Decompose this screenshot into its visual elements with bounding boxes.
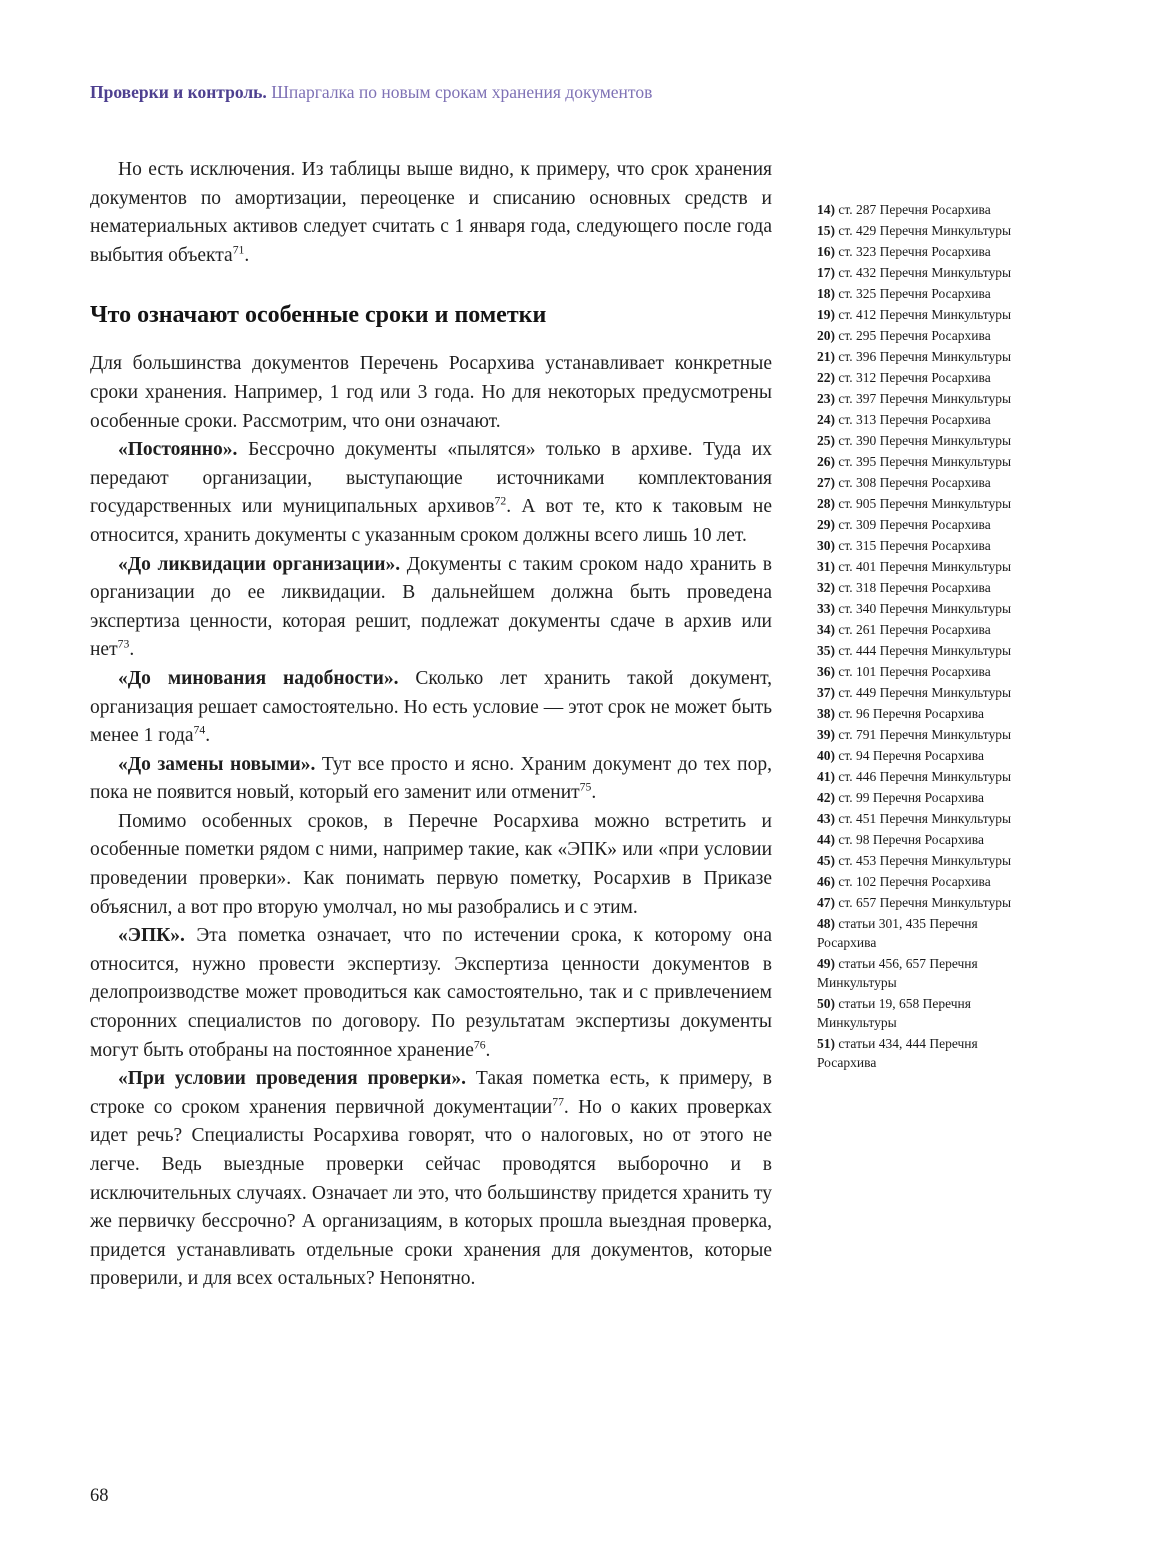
footnote-number: 28) — [817, 496, 835, 511]
footnote-text: ст. 94 Перечня Росархива — [835, 748, 984, 763]
footnote-item — [817, 725, 1025, 744]
header-rubric: Проверки и контроль. — [90, 82, 267, 102]
footnote-text: ст. 429 Перечня Минкультуры — [835, 223, 1012, 238]
footnote-text: ст. 323 Перечня Росархива — [835, 244, 991, 259]
footnote-item — [817, 305, 1025, 324]
paragraph-lead: «До минования надобности». — [118, 667, 399, 689]
footnote-text: ст. 432 Перечня Минкультуры — [835, 265, 1012, 280]
intro-paragraph-block — [90, 156, 772, 270]
footnote-number: 29) — [817, 517, 835, 532]
footnote-number: 32) — [817, 580, 835, 595]
footnote-item — [817, 683, 1025, 702]
footnote-ref: 73 — [117, 637, 130, 651]
footnote-item — [817, 473, 1025, 492]
footnote-item — [817, 557, 1025, 576]
footnote-text: ст. 99 Перечня Росархива — [835, 790, 984, 805]
footnote-item — [817, 830, 1025, 849]
footnote-ref: 75 — [579, 780, 592, 794]
paragraph-lead: «Постоянно». — [118, 439, 238, 461]
footnote-item — [817, 431, 1025, 450]
paragraph-text: Тут все просто и ясно. Храним документ до тех пор, пока не появится новый, который его заменит или отменит — [90, 753, 772, 804]
footnote-item — [817, 452, 1025, 471]
footnote-item — [817, 809, 1025, 828]
footnote-item — [817, 284, 1025, 303]
footnote-text: ст. 313 Перечня Росархива — [835, 412, 991, 427]
footnotes-list — [817, 200, 1025, 1072]
footnote-text: ст. 315 Перечня Росархива — [835, 538, 991, 553]
footnote-text: ст. 96 Перечня Росархива — [835, 706, 984, 721]
footnote-number: 48) — [817, 916, 835, 931]
page-number: 68 — [90, 1486, 109, 1506]
footnote-ref: 76 — [473, 1038, 486, 1052]
paragraph-lead: «До ликвидации организации». — [118, 553, 401, 575]
footnote-number: 22) — [817, 370, 835, 385]
footnote-ref: 74 — [193, 723, 206, 737]
header-article-title: Шпаргалка по новым срокам хранения документов — [266, 82, 653, 102]
footnote-text: ст. 340 Перечня Минкультуры — [835, 601, 1012, 616]
footnote-item — [817, 242, 1025, 261]
footnote-text: ст. 325 Перечня Росархива — [835, 286, 991, 301]
footnote-text: ст. 308 Перечня Росархива — [835, 475, 991, 490]
footnote-number: 51) — [817, 1036, 835, 1051]
footnote-text: статьи 456, 657 Перечня Минкультуры — [817, 956, 978, 990]
footnote-number: 36) — [817, 664, 835, 679]
footnote-text: ст. 101 Перечня Росархива — [835, 664, 991, 679]
footnote-item — [817, 662, 1025, 681]
footnote-item — [817, 347, 1025, 366]
paragraph-text: Такая пометка есть, к примеру, в строке со сроком хранения первичной документации — [90, 1068, 772, 1118]
footnote-text: ст. 309 Перечня Росархива — [835, 517, 991, 532]
footnote-number: 25) — [817, 433, 835, 448]
footnote-number: 38) — [817, 706, 835, 721]
footnote-number: 31) — [817, 559, 835, 574]
footnote-number: 49) — [817, 956, 835, 971]
footnote-text: ст. 791 Перечня Минкультуры — [835, 727, 1012, 742]
footnote-item — [817, 389, 1025, 408]
paragraph-text: Сколько лет хранить такой документ, организация решает самостоятельно. Но есть условие — этот срок не может быть менее 1 года — [90, 667, 773, 747]
paragraph — [90, 350, 772, 436]
footnote-number: 46) — [817, 874, 835, 889]
footnote-item — [817, 221, 1025, 240]
paragraph — [90, 551, 772, 665]
footnote-text: ст. 453 Перечня Минкультуры — [835, 853, 1012, 868]
footnote-number: 18) — [817, 286, 835, 301]
paragraph — [90, 156, 772, 270]
footnote-number: 35) — [817, 643, 835, 658]
footnote-item — [817, 851, 1025, 870]
footnote-number: 30) — [817, 538, 835, 553]
footnote-text: ст. 287 Перечня Росархива — [835, 202, 991, 217]
footnote-item — [817, 954, 1025, 992]
paragraph-text: . — [485, 1039, 491, 1061]
article-body — [90, 156, 772, 1294]
footnote-text: ст. 451 Перечня Минкультуры — [835, 811, 1012, 826]
footnote-number: 33) — [817, 601, 835, 616]
paragraph — [90, 808, 772, 922]
section-paragraphs-block — [90, 350, 772, 1294]
footnote-item — [817, 599, 1025, 618]
paragraph-text: Документы с таким сроком надо хранить в организации до ее ликвидации. В дальнейшем должна быть проведена экспертиза ценности, которая решит, подлежат документы сдаче в архив или нет — [90, 553, 772, 661]
footnote-number: 42) — [817, 790, 835, 805]
footnote-item — [817, 515, 1025, 534]
footnote-ref: 77 — [552, 1095, 564, 1109]
paragraph-text: Для большинства документов Перечень Росархива устанавливает конкретные сроки хранения. Например, 1 год или 3 года. Но для некоторых предусмотрены особенные сроки. Рассмотрим, что они означают. — [90, 353, 772, 432]
footnote-item — [817, 410, 1025, 429]
footnote-item — [817, 641, 1025, 660]
footnote-item — [817, 368, 1025, 387]
footnote-number: 17) — [817, 265, 835, 280]
footnote-text: ст. 295 Перечня Росархива — [835, 328, 991, 343]
footnote-number: 20) — [817, 328, 835, 343]
footnote-item — [817, 767, 1025, 786]
paragraph-lead: «До замены новыми». — [118, 753, 316, 775]
footnote-item — [817, 263, 1025, 282]
footnote-text: статьи 19, 658 Перечня Минкультуры — [817, 996, 971, 1030]
footnote-text: ст. 396 Перечня Минкультуры — [835, 349, 1012, 364]
footnote-text: ст. 412 Перечня Минкультуры — [835, 307, 1012, 322]
paragraph-text: . — [244, 244, 250, 266]
paragraph-text: . — [129, 639, 135, 661]
footnotes-sidebar — [817, 156, 1025, 1074]
footnote-item — [817, 704, 1025, 723]
footnote-item — [817, 578, 1025, 597]
footnote-number: 26) — [817, 454, 835, 469]
footnote-number: 43) — [817, 811, 835, 826]
footnote-item — [817, 200, 1025, 219]
paragraph-text: . Но о каких проверках идет речь? Специалисты Росархива говорят, что о налоговых, но от этого не легче. Ведь выездные проверки сейчас проводятся выборочно и в исключительных случаях. Означает ли это, что большинству придется хранить ту же первичку бессрочно? А организациям, в которых прошла выездная проверка, придется устанавливать отдельные сроки хранения для документов, которые проверили, и для всех остальных? Непонятно. — [90, 1096, 773, 1290]
footnote-number: 50) — [817, 996, 835, 1011]
paragraph-text: . — [591, 782, 597, 804]
content-columns — [90, 156, 1075, 1294]
paragraph — [90, 922, 772, 1065]
footnote-text: статьи 434, 444 Перечня Росархива — [817, 1036, 978, 1070]
footnote-item — [817, 914, 1025, 952]
section-heading: Что означают особенные сроки и пометки — [90, 302, 547, 329]
paragraph-lead: «При условии проведения проверки». — [118, 1068, 466, 1090]
footnote-number: 19) — [817, 307, 835, 322]
footnote-text: ст. 446 Перечня Минкультуры — [835, 769, 1012, 784]
footnote-text: ст. 390 Перечня Минкультуры — [835, 433, 1012, 448]
paragraph-lead: «ЭПК». — [118, 925, 185, 947]
paragraph-text: . — [205, 725, 211, 747]
footnote-text: ст. 905 Перечня Минкультуры — [835, 496, 1012, 511]
paragraph-text: . А вот те, кто к таковым не относится, хранить документы с указанным сроком должны всего лишь 10 лет. — [90, 496, 772, 546]
footnote-number: 37) — [817, 685, 835, 700]
footnote-ref: 72 — [494, 494, 507, 508]
footnote-number: 39) — [817, 727, 835, 742]
paragraph — [90, 751, 772, 808]
paragraph — [90, 665, 772, 751]
footnote-item — [817, 788, 1025, 807]
footnote-number: 47) — [817, 895, 835, 910]
footnote-text: ст. 444 Перечня Минкультуры — [835, 643, 1012, 658]
footnote-item — [817, 994, 1025, 1032]
footnote-number: 15) — [817, 223, 835, 238]
footnote-text: статьи 301, 435 Перечня Росархива — [817, 916, 978, 950]
footnote-item — [817, 494, 1025, 513]
footnote-number: 16) — [817, 244, 835, 259]
footnote-number: 40) — [817, 748, 835, 763]
footnote-item — [817, 536, 1025, 555]
footnote-item — [817, 746, 1025, 765]
footnote-number: 45) — [817, 853, 835, 868]
page-header — [90, 80, 1075, 104]
footnote-item — [817, 326, 1025, 345]
footnote-item — [817, 872, 1025, 891]
footnote-text: ст. 449 Перечня Минкультуры — [835, 685, 1012, 700]
footnote-number: 27) — [817, 475, 835, 490]
paragraph — [90, 1065, 772, 1294]
footnote-number: 23) — [817, 391, 835, 406]
footnote-text: ст. 657 Перечня Минкультуры — [835, 895, 1012, 910]
footnote-number: 41) — [817, 769, 835, 784]
paragraph — [90, 436, 772, 550]
paragraph-text: Но есть исключения. Из таблицы выше видно, к примеру, что срок хранения документов по амортизации, переоценке и списанию основных средств и нематериальных активов следует считать с 1 января года, следующего после года выбытия объекта — [90, 159, 772, 266]
footnote-text: ст. 395 Перечня Минкультуры — [835, 454, 1012, 469]
footnote-item — [817, 620, 1025, 639]
footnote-number: 44) — [817, 832, 835, 847]
footnote-ref: 71 — [232, 243, 245, 257]
footnote-number: 24) — [817, 412, 835, 427]
footnote-text: ст. 401 Перечня Минкультуры — [835, 559, 1012, 574]
footnote-item — [817, 1034, 1025, 1072]
footnote-item — [817, 893, 1025, 912]
footnote-text: ст. 261 Перечня Росархива — [835, 622, 991, 637]
footnote-text: ст. 312 Перечня Росархива — [835, 370, 991, 385]
paragraph-text: Бессрочно документы «пылятся» только в архиве. Туда их передают организации, выступающие источниками комплектования государственных или муниципальных архивов — [90, 439, 772, 518]
footnote-number: 34) — [817, 622, 835, 637]
paragraph-text: Эта пометка означает, что по истечении срока, к которому она относится, нужно провести экспертизу. Экспертиза ценности документов в делопроизводстве может проводиться как самостоятельно, так и с привлечением сторонних специалистов по договору. По результатам экспертизы документы могут быть отобраны на постоянное хранение — [90, 925, 772, 1061]
footnote-text: ст. 98 Перечня Росархива — [835, 832, 984, 847]
footnote-text: ст. 102 Перечня Росархива — [835, 874, 991, 889]
footnote-number: 14) — [817, 202, 835, 217]
footnote-number: 21) — [817, 349, 835, 364]
paragraph-text: Помимо особенных сроков, в Перечне Росархива можно встретить и особенные пометки рядом с ними, например такие, как «ЭПК» или «при условии проведении проверки». Как понимать первую пометку, Росархив в Приказе объяснил, а вот про вторую умолчал, но мы разобрались и с этим. — [90, 810, 772, 918]
footnote-text: ст. 397 Перечня Минкультуры — [835, 391, 1012, 406]
footnote-text: ст. 318 Перечня Росархива — [835, 580, 991, 595]
